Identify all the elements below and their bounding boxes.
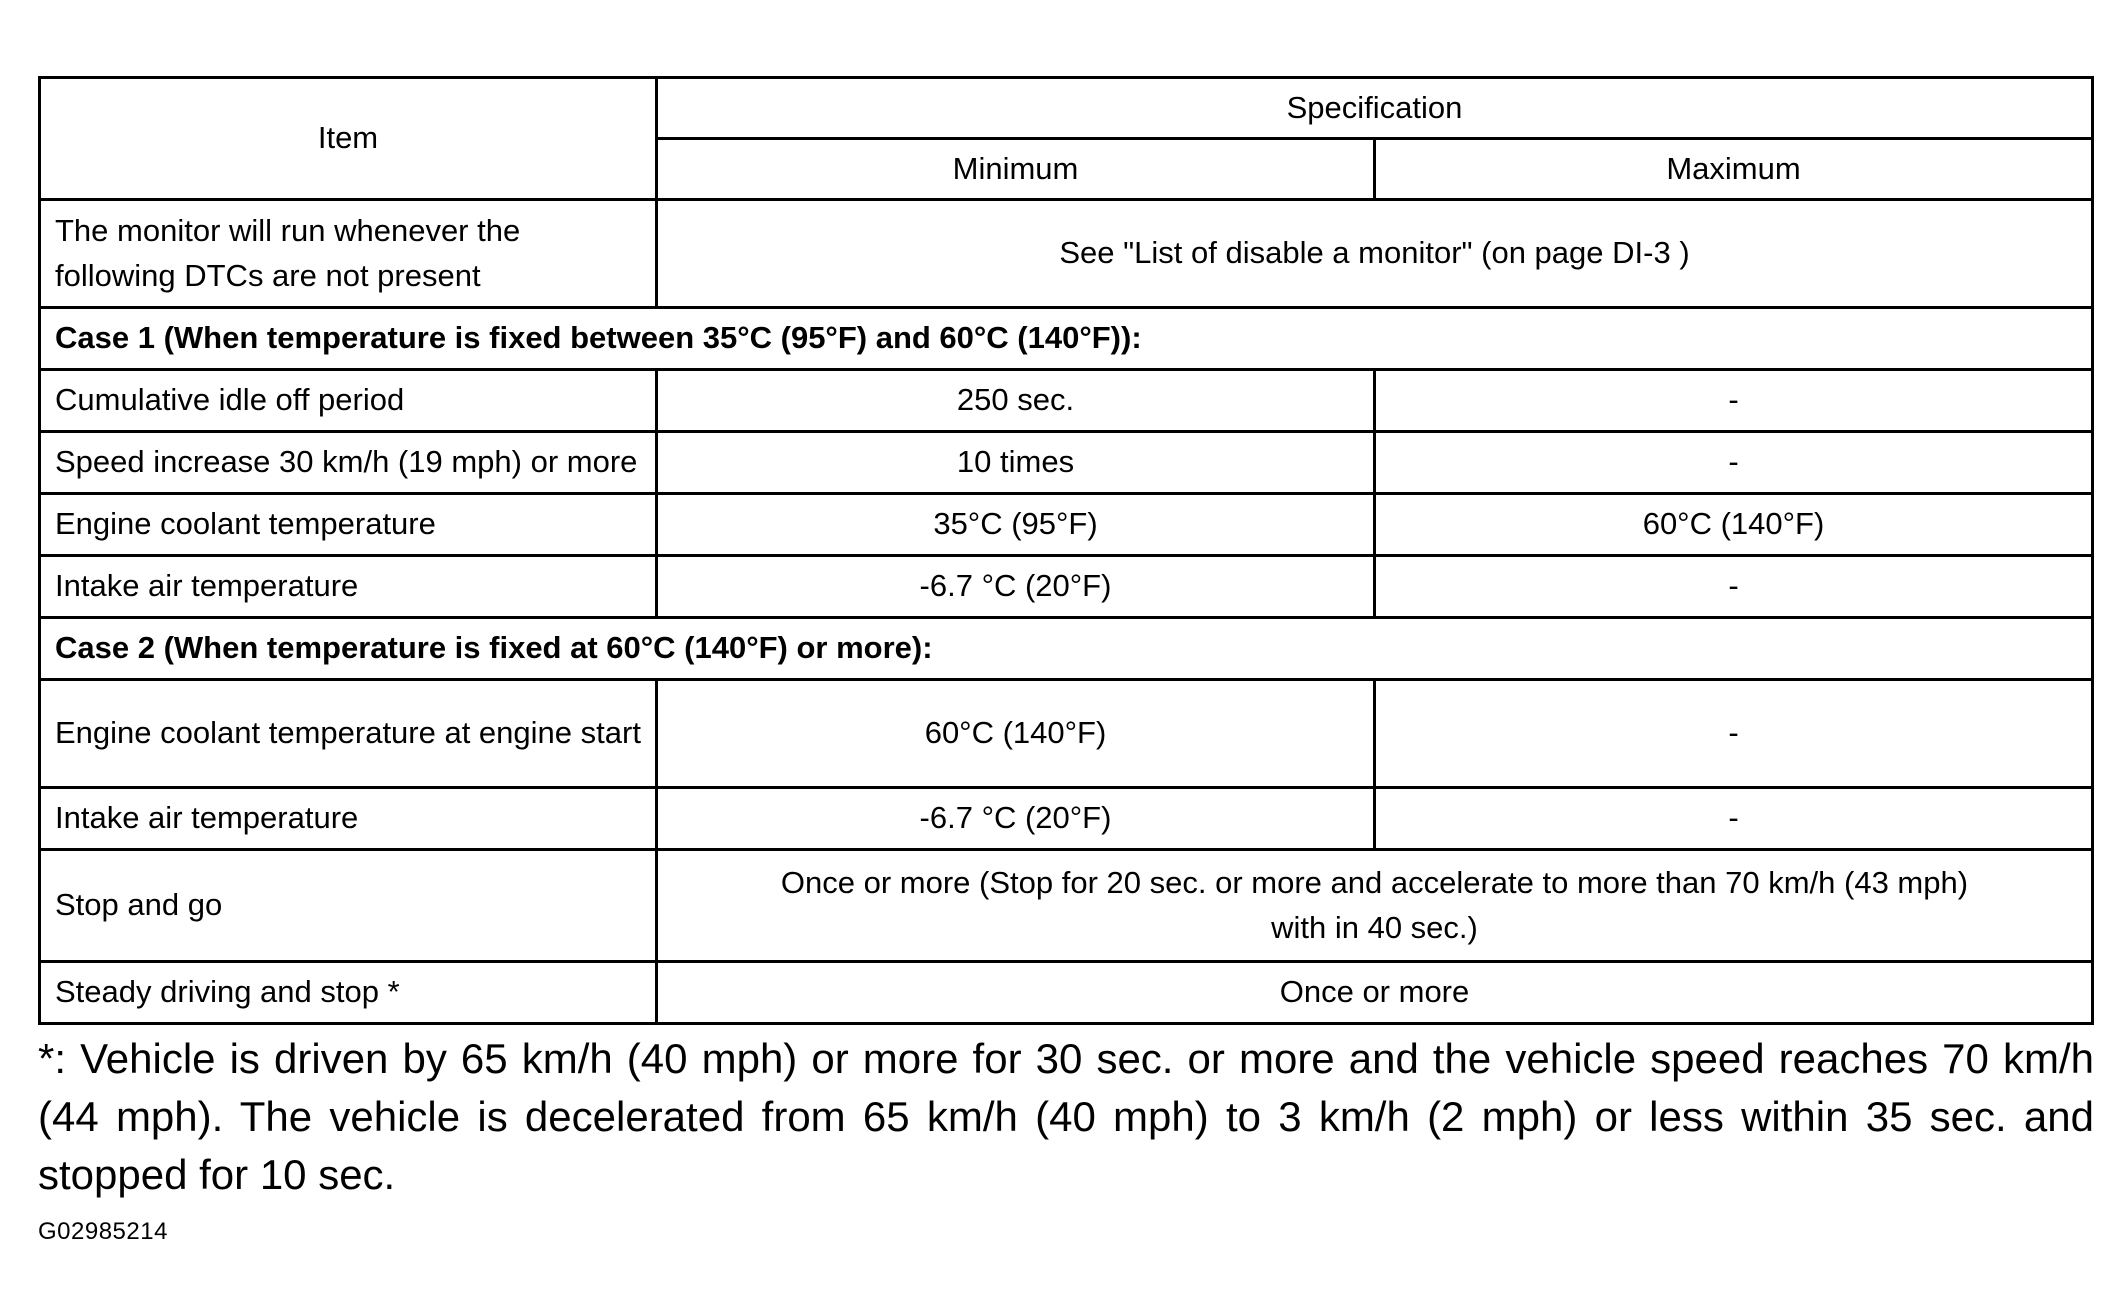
row-minimum: -6.7 °C (20°F) xyxy=(657,556,1375,618)
stop-and-go-item: Stop and go xyxy=(40,850,657,962)
monitor-row-item: The monitor will run whenever the following DTCs are not present xyxy=(40,200,657,308)
case-1-title: Case 1 (When temperature is fixed between 35°C (95°F) and 60°C (140°F)): xyxy=(40,308,2093,370)
header-maximum: Maximum xyxy=(1375,139,2093,200)
steady-driving-spec: Once or more xyxy=(657,962,2093,1024)
figure-id: G02985214 xyxy=(38,1218,168,1245)
table-row xyxy=(40,556,2093,618)
row-maximum: 60°C (140°F) xyxy=(1375,494,2093,556)
table-row xyxy=(40,370,2093,432)
monitor-row-spec: See "List of disable a monitor" (on page DI-3 ) xyxy=(657,200,2093,308)
steady-driving-item: Steady driving and stop * xyxy=(40,962,657,1024)
stop-and-go-spec-text: Once or more (Stop for 20 sec. or more and accelerate to more than 70 km/h (43 mph) with in 40 sec.) xyxy=(780,864,1969,945)
row-item: Intake air temperature xyxy=(40,556,657,618)
row-minimum: -6.7 °C (20°F) xyxy=(657,788,1375,850)
specification-table xyxy=(38,76,2094,1025)
row-minimum: 35°C (95°F) xyxy=(657,494,1375,556)
row-minimum: 60°C (140°F) xyxy=(657,680,1375,788)
case-2-heading-row xyxy=(40,618,2093,680)
row-minimum: 250 sec. xyxy=(657,370,1375,432)
row-maximum: - xyxy=(1375,556,2093,618)
header-minimum: Minimum xyxy=(657,139,1375,200)
table-row xyxy=(40,962,2093,1024)
table-header-row xyxy=(40,78,2093,139)
table-row xyxy=(40,494,2093,556)
table-row xyxy=(40,680,2093,788)
row-item: Engine coolant temperature at engine start xyxy=(40,680,657,788)
table-row xyxy=(40,850,2093,962)
row-item: Speed increase 30 km/h (19 mph) or more xyxy=(40,432,657,494)
table-row xyxy=(40,432,2093,494)
row-maximum: - xyxy=(1375,788,2093,850)
row-item: Engine coolant temperature xyxy=(40,494,657,556)
row-minimum: 10 times xyxy=(657,432,1375,494)
row-item: Intake air temperature xyxy=(40,788,657,850)
stop-and-go-spec xyxy=(657,850,2093,962)
header-specification: Specification xyxy=(657,78,2093,139)
row-maximum: - xyxy=(1375,680,2093,788)
header-item: Item xyxy=(40,78,657,200)
row-item: Cumulative idle off period xyxy=(40,370,657,432)
case-1-heading-row xyxy=(40,308,2093,370)
row-maximum: - xyxy=(1375,370,2093,432)
case-2-title: Case 2 (When temperature is fixed at 60°C (140°F) or more): xyxy=(40,618,2093,680)
table-row xyxy=(40,200,2093,308)
table-row xyxy=(40,788,2093,850)
footnote: *: Vehicle is driven by 65 km/h (40 mph) or more for 30 sec. or more and the vehicle speed reaches 70 km/h (44 mph). The vehicle is decelerated from 65 km/h (40 mph) to 3 km/h (2 mph) or less within 35 sec. and stopped for 10 sec. xyxy=(38,1035,2094,1198)
row-maximum: - xyxy=(1375,432,2093,494)
